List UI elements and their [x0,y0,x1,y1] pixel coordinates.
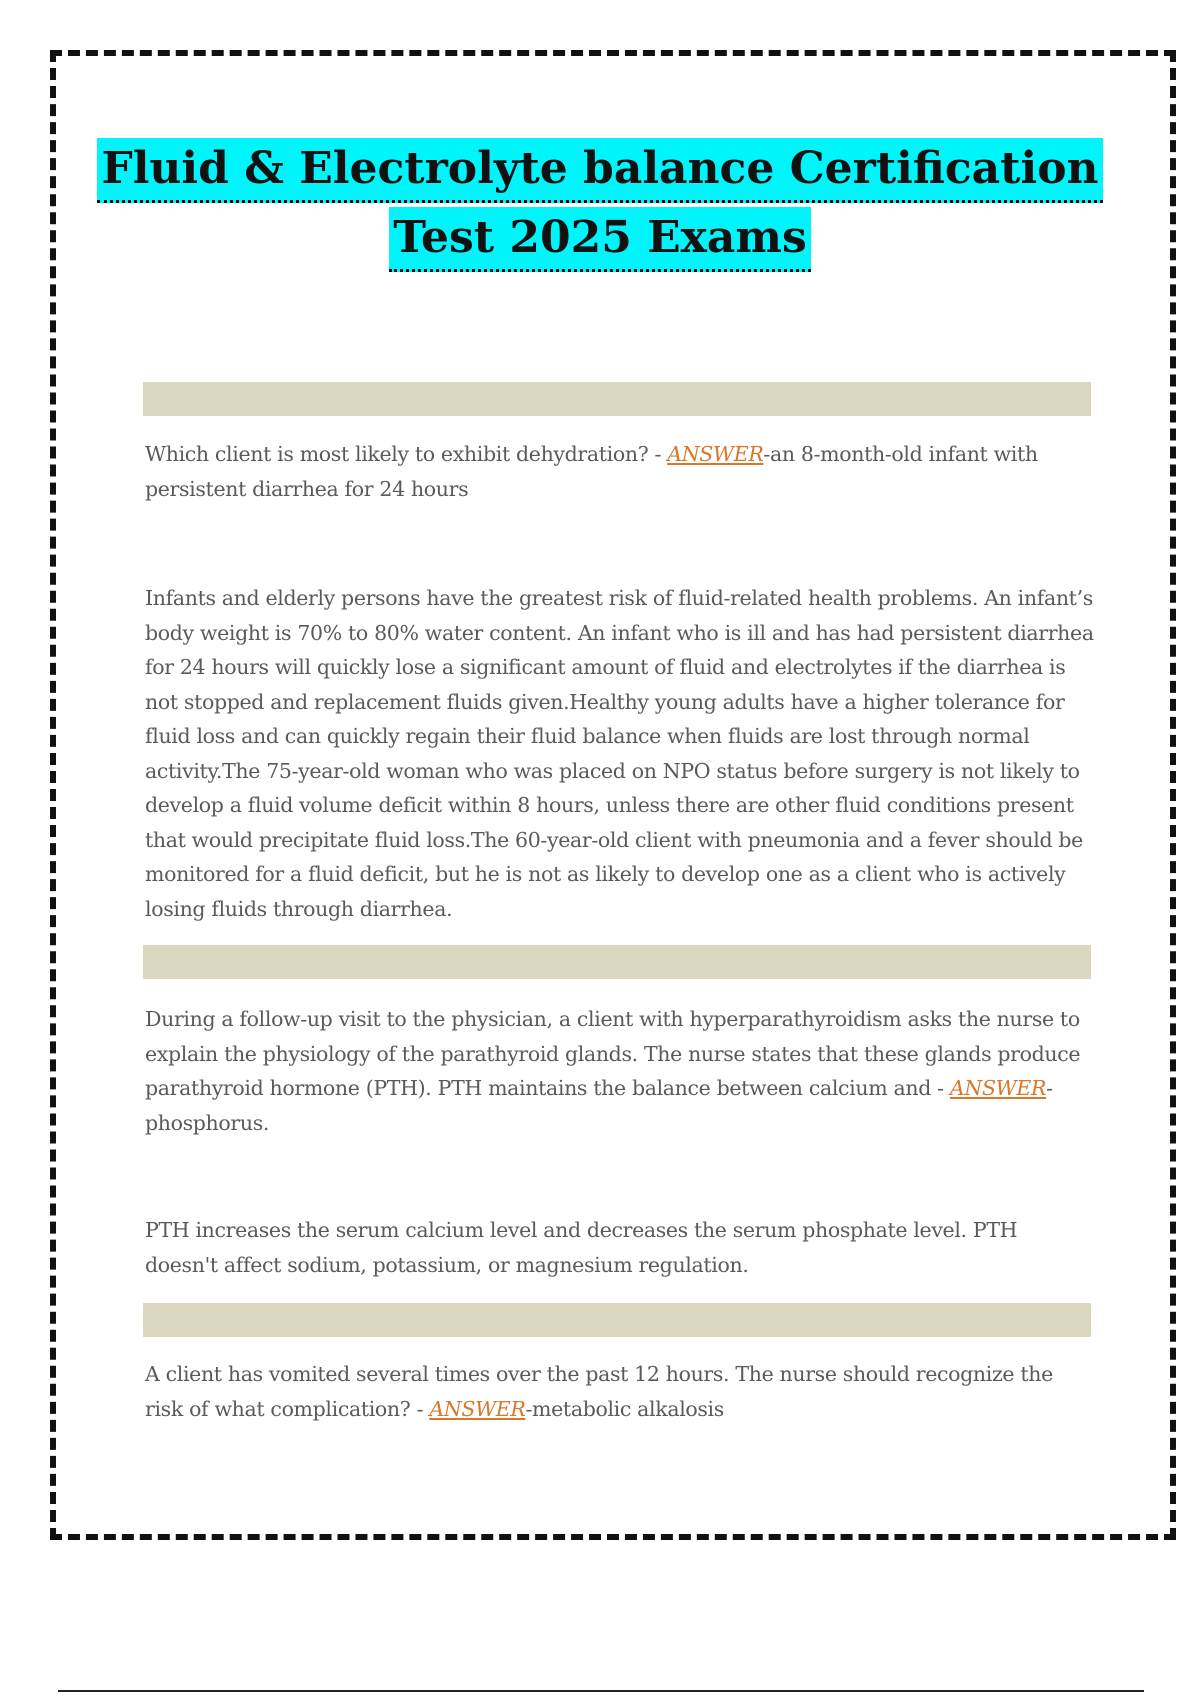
question-2 [145,1002,1095,1140]
footer-rule [58,1690,1144,1692]
section-divider-2 [143,945,1091,979]
question-1 [145,437,1095,506]
section-divider-1 [143,382,1091,416]
question-2-text: During a follow-up visit to the physician, a client with hyperparathyroidism asks the nurse to explain the physiology of the parathyroid glands. The nurse states that these glands produce parathyroid hormone (PTH). PTH maintains the balance between calcium and - [145,1007,1081,1100]
question-1-text: Which client is most likely to exhibit dehydration? - [145,442,668,466]
answer-3-text: -metabolic alkalosis [525,1396,724,1421]
answer-label-2: ANSWER [949,1076,1047,1100]
title-line-1: Fluid & Electrolyte balance Certification [97,138,1102,203]
answer-2-text: -phosphorus. [145,1076,1053,1135]
rationale-1: Infants and elderly persons have the greatest risk of fluid-related health problems. An infant’s body weight is 70% to 80% water content. An infant who is ill and has had persistent diarrhea for 24 hours will quickly lose a significant amount of fluid and electrolytes if the diarrhea is not stopped and replacement fluids given.Healthy young adults have a higher tolerance for fluid loss and can quickly regain their fluid balance when fluids are lost through normal activity.The 75-year-old woman who was placed on NPO status before surgery is not likely to develop a fluid volume deficit within 8 hours, unless there are other fluid conditions present that would precipitate fluid loss.The 60-year-old client with pneumonia and a fever should be monitored for a fluid deficit, but he is not as likely to develop one as a client who is actively losing fluids through diarrhea. [145,586,1094,921]
answer-1-text: -an 8-month-old infant with persistent diarrhea for 24 hours [145,442,1038,501]
rationale-2: PTH increases the serum calcium level and decreases the serum phosphate level. PTH doesn't affect sodium, potassium, or magnesium regulation. [145,1218,1018,1277]
question-3-text: A client has vomited several times over the past 12 hours. The nurse should recognize the risk of what complication? - [145,1362,1053,1421]
answer-label-3: ANSWER [429,1396,526,1421]
title-line-2: Test 2025 Exams [389,207,811,272]
answer-label-1: ANSWER [667,442,764,466]
document-title [0,138,1200,276]
section-divider-3 [143,1303,1091,1337]
question-3 [145,1357,1095,1426]
